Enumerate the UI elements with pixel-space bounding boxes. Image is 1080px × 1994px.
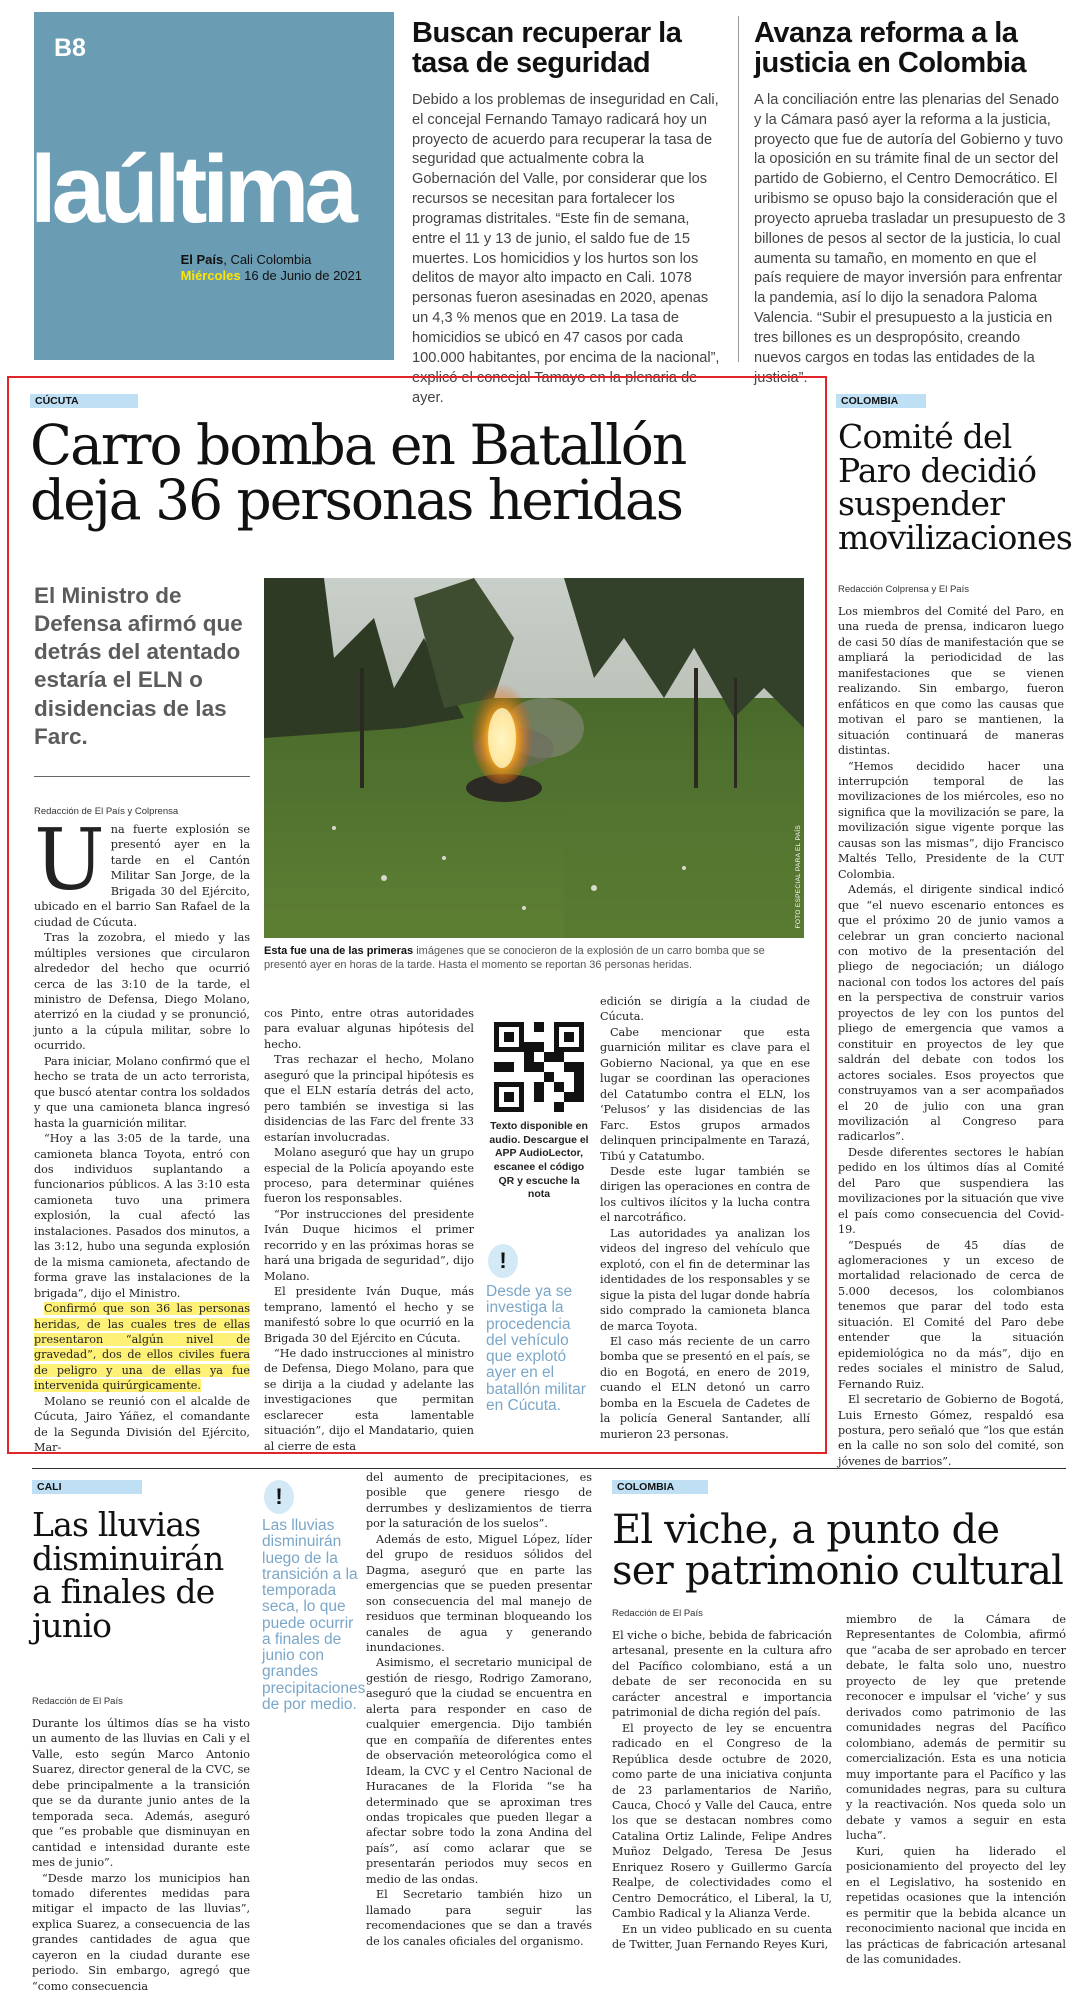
cali-pull-quote: Las lluvias disminuirán luego de la transición a la temporada seca, lo que puede ocurrir a finales de junio con grandes precipitaciones de por medio. <box>262 1517 366 1713</box>
main-column-4 <box>600 994 810 1442</box>
main-column-2 <box>264 1006 474 1454</box>
side-byline: Redacción Colprensa y El País <box>838 584 969 595</box>
column-divider <box>738 16 739 362</box>
exclamation-icon: ! <box>488 1244 518 1278</box>
drop-cap: U <box>34 811 105 909</box>
viche-headline: El viche, a punto de ser patrimonio cultural <box>612 1507 1063 1594</box>
main-headline-line1: Carro bomba en Batallón <box>30 413 686 477</box>
main-headline-line2: deja 36 personas heridas <box>30 468 682 532</box>
side-paragraph: El secretario de Gobierno de Bogotá, Luis Ernesto Gómez, respaldó esa postura, pero señaló que “los que están en la calle no son solo del comité, son jóvenes de barrios”. <box>838 1393 1064 1468</box>
masthead <box>30 12 394 360</box>
main-paragraph: cos Pinto, entre otras autoridades para evaluar algunas hipótesis del hecho. <box>264 1007 474 1051</box>
main-paragraph: El caso más reciente de un carro bomba que se presentó en el país, se dio en Bogotá, en enero de 2019, cuando el ELN detonó un carro bomba en la Escuela de Cadetes de la policía General Santander, allí murieron 23 personas. <box>600 1334 810 1441</box>
main-paragraph: Desde este lugar también se dirigen las operaciones en contra de los cultivos ilícitos y la lucha contra el narcotráfico. <box>600 1164 810 1225</box>
viche-paragraph: En un video publicado en su cuenta de Twitter, Juan Fernando Reyes Kuri, <box>612 1922 832 1952</box>
exclamation-icon: ! <box>264 1480 294 1514</box>
main-paragraph: Tras rechazar el hecho, Molano aseguró que la principal hipótesis es que el ELN estaría detrás del acto, pero también se investiga si las disidencias de las Farc del frente 33 estarían involucradas. <box>264 1053 474 1144</box>
main-paragraph: Tras la zozobra, el miedo y las múltiples versiones que circularon alrededor del hecho que ocurrió cerca de las 3:10 de la tarde, el ministro de Defensa, Diego Molano, aterrizó en la ciudad y se pronunció, junto a la cúpula militar, sobre lo ocurrido. <box>34 931 250 1053</box>
side-headline: Comité del Paro decidió suspender movilizaciones <box>838 417 1072 557</box>
viche-paragraph: Kuri, quien ha liderado el posicionamiento del proyecto del ley en el Legislativo, ha sostenido en repetidas ocasiones que la intención es permitir que la bebida alcance un reconocimiento nacional que incida en las prácticas de fabricación artesanal de las comunidades. <box>846 1844 1066 1966</box>
photo-caption <box>264 944 804 973</box>
cali-paragraph: El Secretario también hizo un llamado para seguir las recomendaciones que se dan a través de los canales oficiales del organismo. <box>366 1888 592 1948</box>
main-paragraph: Las autoridades ya analizan los videos del ingreso del vehículo que explotó, con el fin de determinar las identidades de los responsables y se sigue la pista del lugar donde habría sido comprado la camioneta blanca de marca Toyota. <box>600 1226 810 1333</box>
photo-credit: FOTO ESPECIAL PARA EL PAÍS <box>795 824 802 928</box>
paper-name: El País <box>180 252 224 267</box>
main-paragraph: Molano aseguró que hay un grupo especial de la Policía apoyando este proceso, para determinar quiénes fueron los responsables. <box>264 1146 474 1206</box>
caption-lead: Esta fue una de las primeras <box>264 945 414 957</box>
side-paragraph: Los miembros del Comité del Paro, en una rueda de prensa, indicaron luego de casi 50 días de manifestación que se ampliará la periodicidad de las manifestaciones que se vienen realizando. Sin embargo, fueron enfáticos en que como las causas que motivan el paro se mantienen, la situación continuará de maneras distintas. <box>838 605 1064 758</box>
main-paragraph: “Hoy a las 3:05 de la tarde, una camioneta blanca Toyota, entró con dos individuos suplantando a funcionarios públicos. A las 3:10 esta camioneta tuvo una primera explosión, la cual afectó las instalaciones. Pasados dos minutos, a las 3:12, hubo una segunda explosión de la misma camioneta, afectando de forma grave las instalaciones de la brigada”, dijo el Ministro. <box>34 1132 250 1300</box>
main-paragraph: “He dado instrucciones al ministro de Defensa, Diego Molano, para que se dirija a la ciudad y adelante las investigaciones que permitan esclarecer esta lamentable situación”, dijo el Mandatario, quien al cierre de esta <box>264 1346 474 1453</box>
cali-paragraph: del aumento de precipitaciones, es posible que genere riesgo de derrumbes y deslizamientos de tierra por la saturación de los suelos”. <box>366 1471 592 1531</box>
cali-byline: Redacción de El País <box>32 1696 123 1707</box>
qr-code-pattern <box>494 1022 584 1112</box>
pull-quote: Desde ya se investiga la procedencia del vehículo que explotó ayer en el batallón militar en Cúcuta. <box>486 1283 586 1414</box>
main-paragraph: El presidente Iván Duque, más temprano, lamentó el hecho y se manifestó sobre lo que ocurrió en la Brigada 30 del Ejército en Cúcuta. <box>264 1285 474 1345</box>
cali-paragraph: “Desde marzo los municipios han tomado diferentes medidas para mitigar el impacto de las lluvias”, explica Suarez, a consecuencia de las grandes cantidades de agua que cayeron en la ciudad durante ese periodo. Sin embargo, agregó que “como consecuencia <box>32 1871 250 1993</box>
main-byline: Redacción de El País y Colprensa <box>34 806 179 817</box>
page-number: B8 <box>54 34 86 62</box>
section-divider <box>32 1468 1066 1469</box>
caption-text: imágenes que se conocieron de la explosión de un carro bomba que se presentó ayer en horas de la tarde. Hasta el momento se reportan 36 personas heridas. <box>264 945 765 972</box>
viche-column-1 <box>612 1628 832 1953</box>
side-paragraph: “Después de 45 días de aglomeraciones y un exceso de mortalidad relacionado de cerca de 5.000 decesos, los colombianos tenemos que parar del todo esta situación. El Comité del Paro debe entender que la situación epidemiológica no da más”, dijo en redes sociales el ministro de Salud, Fernando Ruiz. <box>838 1238 1064 1391</box>
main-kicker: CÚCUTA <box>30 394 138 408</box>
cali-paragraph: Durante los últimos días se ha visto un aumento de las lluvias en Cali y el Valle, esto según Marco Antonio Suarez, director general de la CVC, se debe principalmente a la transición que se da durante junio antes de la temporada seca. Además, aseguró que “es probable que disminuyan en cantidad e intensidad durante este mes de junio”. <box>32 1717 250 1870</box>
viche-column-2 <box>846 1612 1066 1967</box>
top-story-security-body: Debido a los problemas de inseguridad en Cali, el concejal Fernando Tamayo radicará hoy un proyecto de acuerdo para recuperar la tasa de seguridad que actualmente cobra la Gobernación del Valle, por considerar que los recursos se necesitan para fortalecer los programas distritales. “Este fin de semana, entre el 11 y 13 de junio, el saldo fue de 15 muertes. Los homicidios y los hurtos son los delitos de mayor alto impacto en Cali. 1078 personas fueron asesinadas en 2020, apenas un 4,3 % menos que en 2019. La tasa de homicidios se ubicó en 47 casos por cada 100.000 habitantes, por encima de la nacional”, explicó el concejal Tamayo en la plenaria de ayer. <box>412 91 720 406</box>
audio-notice: Texto disponible en audio. Descargue el APP AudioLector, escanee el código QR y escuche la nota <box>489 1120 589 1201</box>
main-paragraph: Cabe mencionar que esta guarnición militar es clave para el Gobierno Nacional, ya que en ese lugar se coordinan las operaciones del Catatumbo contra el ELN, los ‘Pelusos’ y las disidencias de las Farc. Estos grupos armados delinquen principalmente en Tarazá, Tibú y Catatumbo. <box>600 1025 810 1163</box>
main-dek: El Ministro de Defensa afirmó que detrás del atentado estaría el ELN o disidencias de las Farc. <box>34 583 243 749</box>
main-paragraph: edición se dirigía a la ciudad de Cúcuta. <box>600 995 810 1024</box>
viche-kicker: COLOMBIA <box>612 1480 708 1494</box>
cali-column-2 <box>366 1470 592 1949</box>
viche-paragraph: El viche o biche, bebida de fabricación artesanal, presente en la cultura afro del Pacífico colombiano, está a un debate de ser reconocida en su carácter ancestral e importancia patrimonial de dicha región del país. <box>612 1629 832 1720</box>
cali-column-1 <box>32 1716 250 1994</box>
side-paragraph: Además, el dirigente sindical indicó que “el nuevo escenario entonces es que el próximo 20 de junio vamos a celebrar un gran concierto nacional con motivo de la presentación del pliego de negociación; un diálogo nacional con todos los actores del país en la perspectiva de construir varios proyectos de ley con los puntos del pliego de emergencia que vamos a constituir en proyectos de ley que saldrán del debate con todos los actores sociales. Esos proyectos que construyamos van a ser acompañados el 20 de julio con una gran movilización al Congreso para radicarlos”. <box>838 883 1064 1144</box>
cali-kicker: CALI <box>32 1480 142 1494</box>
main-lead-paragraph: na fuerte explosión se presentó ayer en la tarde en el Cantón Militar San Jorge, de la Brigada 30 del Ejército, ubicado en el barrio San Rafael de la ciudad de Cúcuta. <box>34 823 250 929</box>
paper-city: , Cali Colombia <box>223 252 312 267</box>
weekday: Miércoles <box>180 268 241 284</box>
dek-rule <box>34 776 250 777</box>
top-story-security <box>412 18 724 408</box>
cali-headline: Las lluvias disminuirán a finales de junio <box>32 1505 224 1645</box>
side-paragraph: “Hemos decidido hacer una interrupción temporal de las movilizaciones de los miércoles, eso no significa que la movilización se pare, la movilización sigue vigente porque las causas son las mismas”, dijo Francisco Maltés Tello, Presidente de la CUT Colombia. <box>838 759 1064 881</box>
explosion-photo-image <box>264 578 804 938</box>
main-headline <box>30 413 686 532</box>
publication-info <box>181 252 362 285</box>
top-story-justice-body: A la conciliación entre las plenarias del Senado y la Cámara pasó ayer la reforma a la justicia, proyecto que fue de autoría del Gobierno y tuvo la oposición en su trámite final de un sector del partido de Gobierno, el Centro Democrático. El uribismo se opuso bajo la consideración que el proyecto aprueba trasladar un presupuesto de 3 billones de pesos al sector de la justicia, lo cual aumenta su tamaño, en momento en que el país requiere de mayor inversión para enfrentar la pandemia, así lo dijo la senadora Paloma Valencia. “Subir el presupuesto a la justicia en tres billones es un despropósito, creando nuevos cargos en todas las entidades de la justicia”. <box>754 91 1066 386</box>
side-kicker: COLOMBIA <box>836 394 926 408</box>
section-logo: laúltima <box>30 136 353 243</box>
top-story-justice-title: Avanza reforma a la justicia en Colombia <box>754 17 1026 80</box>
side-paragraph: Desde diferentes sectores le habían pedido en los últimos días al Comité del Paro que suspendiera las movilizaciones por la situación que vive el país como consecuencia del Covid-19. <box>838 1145 1064 1237</box>
cali-paragraph: Además de esto, Miguel López, líder del grupo de residuos sólidos del Dagma, aseguró que en parte las emergencias que se pueden presentar son consecuencia del mal manejo de residuos que terminan bloqueando los canales de agua y generando inundaciones. <box>366 1532 592 1654</box>
date: 16 de Junio de 2021 <box>240 268 362 284</box>
side-body <box>838 604 1064 1469</box>
qr-code[interactable] <box>494 1022 584 1112</box>
cali-paragraph: Asimismo, el secretario municipal de gestión de riesgo, Rodrigo Zamorano, aseguró que la ciudad se encuentra en alerta para responder en caso de cualquier emergencia. Dijo también que en compañía de diferentes entes de observación meteorológica como el Ideam, la CVC y el Centro Nacional de Huracanes de la Florida “se ha determinado que se aproximan tres ondas tropicales que pueden llegar a afectar sobre todo la zona Andina del país”, así como aclarar que se presentarán periodos muy secos en medio de las ondas. <box>366 1656 592 1886</box>
main-paragraph: “Por instrucciones del presidente Iván Duque hicimos el primer recorrido y en las próximas horas se hará una brigada de seguridad”, dijo Molano. <box>264 1207 474 1283</box>
viche-paragraph: El proyecto de ley se encuentra radicado en el Congreso de la República desde octubre de 2020, como parte de una iniciativa conjunta de 23 parlamentarios de Nariño, Cauca, Chocó y Valle del Cauca, entre los que se destacan nombres como Catalina Ortiz Lalinde, Felipe Andres Muñoz Delgado, Teresa De Jesus Enriquez Rosero y Guillermo García Realpe, de colectividades como el Centro Democrático, el Liberal, la U, Cambio Radical y la Alianza Verde. <box>612 1721 832 1921</box>
viche-paragraph: miembro de la Cámara de Representantes de Colombia, afirmó que “acaba de ser aprobado en tercer debate, le falta solo uno, nuestro proyecto de ley que pretende reconocer e impulsar el ‘viche’ y sus derivados como patrimonio de las comunidades negras del Pacífico colombiano, además de permitir su comercialización. Esta es una noticia muy importante para el Pacífico y las comunidades negras, para su cultura y la reactivación. Nos queda solo un debate y vamos a seguir en esta lucha”. <box>846 1613 1066 1843</box>
explosion-photo <box>264 578 804 938</box>
highlighted-text: Confirmó que son 36 las personas heridas, de las cuales tres de ellas presentaron “algún nivel de gravedad”, dos de ellos civiles fuera de peligro y una de ellas ya fue intervenida quirúrgicamente. <box>34 1302 250 1393</box>
main-paragraph: Para iniciar, Molano confirmó que el hecho se trata de un acto terrorista, que buscó atentar contra los soldados y que una camioneta blanca ingresó hasta la guarnición militar. <box>34 1054 250 1130</box>
main-paragraph: Molano se reunió con el alcalde de Cúcuta, Jairo Yáñez, el comandante de la Segunda División del Ejército, Mar- <box>34 1394 250 1455</box>
top-story-justice <box>754 18 1066 389</box>
viche-byline: Redacción de El País <box>612 1608 703 1619</box>
top-story-security-title: Buscan recuperar la tasa de seguridad <box>412 17 682 80</box>
